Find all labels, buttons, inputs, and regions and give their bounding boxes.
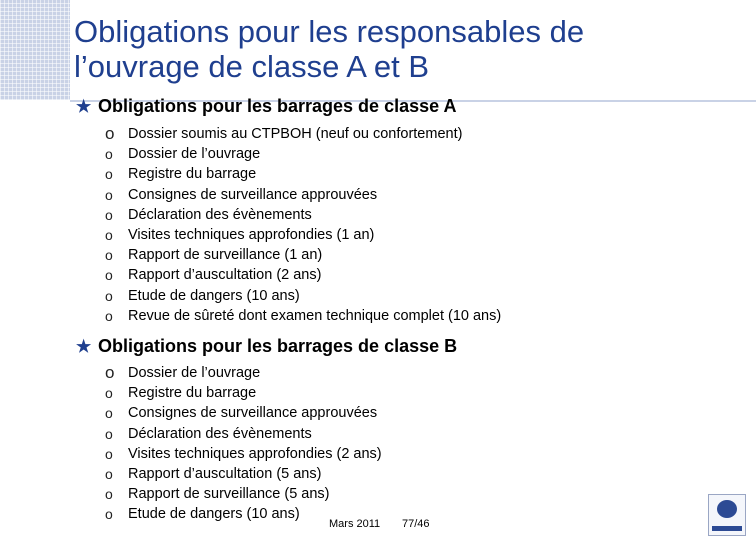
list-item	[105, 286, 501, 306]
list-item	[105, 144, 501, 164]
circle-bullet-icon: o	[105, 206, 113, 223]
circle-bullet-icon: o	[105, 486, 113, 503]
list-item-text: Etude de dangers (10 ans)	[128, 287, 300, 304]
footer-date: Mars 2011	[329, 518, 381, 530]
circle-bullet-icon: o	[105, 124, 115, 143]
list-item	[105, 245, 501, 265]
logo-mark	[717, 500, 737, 518]
circle-bullet-icon: o	[105, 307, 113, 324]
list-item	[105, 424, 382, 444]
list-item	[105, 484, 382, 504]
circle-bullet-icon: o	[105, 445, 113, 462]
circle-bullet-icon: o	[105, 385, 113, 402]
section-heading-label: Obligations pour les barrages de classe A	[98, 96, 457, 116]
circle-bullet-icon: o	[105, 146, 113, 163]
list-item-text: Déclaration des évènements	[128, 206, 312, 223]
logo-bar	[712, 526, 742, 531]
list-item	[105, 403, 382, 423]
list-item-text: Dossier soumis au CTPBOH (neuf ou confortement)	[128, 126, 463, 142]
section-heading-label: Obligations pour les barrages de classe B	[98, 336, 458, 356]
list-item-text: Etude de dangers (10 ans)	[128, 506, 300, 523]
list-item	[105, 185, 501, 205]
list-item-text: Rapport d’auscultation (2 ans)	[128, 267, 322, 284]
circle-bullet-icon: o	[105, 247, 113, 264]
list-item	[105, 363, 382, 383]
class-b-obligations-list	[105, 363, 382, 525]
circle-bullet-icon: o	[105, 405, 113, 422]
circle-bullet-icon: o	[105, 363, 115, 382]
list-item	[105, 444, 382, 464]
page-title	[74, 14, 584, 84]
class-a-obligations-list	[105, 124, 501, 326]
list-item-text: Rapport d’auscultation (5 ans)	[128, 465, 322, 482]
list-item-text: Visites techniques approfondies (2 ans)	[128, 445, 382, 462]
page-title-line-1: Obligations pour les responsables de	[74, 14, 585, 49]
list-item-text: Dossier de l’ouvrage	[128, 365, 261, 381]
list-item	[105, 205, 501, 225]
section-heading-class-b	[76, 336, 457, 357]
star-bullet-icon: ★	[76, 336, 92, 356]
list-item-text: Consignes de surveillance approuvées	[128, 405, 378, 422]
list-item-text: Dossier de l’ouvrage	[128, 146, 261, 163]
circle-bullet-icon: o	[105, 166, 113, 183]
section-heading-class-a	[76, 96, 456, 117]
organization-logo-icon	[708, 494, 746, 536]
list-item	[105, 164, 501, 184]
list-item-text: Rapport de surveillance (5 ans)	[128, 486, 330, 503]
star-bullet-icon: ★	[76, 96, 92, 116]
decorative-corner-block	[0, 0, 70, 100]
list-item-text: Rapport de surveillance (1 an)	[128, 247, 323, 264]
list-item-text: Registre du barrage	[128, 385, 257, 402]
circle-bullet-icon: o	[105, 506, 113, 523]
list-item	[105, 306, 501, 326]
list-item	[105, 124, 501, 144]
circle-bullet-icon: o	[105, 287, 113, 304]
list-item	[105, 265, 501, 285]
circle-bullet-icon: o	[105, 465, 113, 482]
list-item-text: Revue de sûreté dont examen technique complet (10 ans)	[128, 307, 502, 324]
list-item	[105, 464, 382, 484]
list-item-text: Déclaration des évènements	[128, 425, 312, 442]
circle-bullet-icon: o	[105, 226, 113, 243]
page-title-line-2: l’ouvrage de classe A et B	[74, 49, 430, 84]
list-item-text: Visites techniques approfondies (1 an)	[128, 226, 375, 243]
circle-bullet-icon: o	[105, 186, 113, 203]
circle-bullet-icon: o	[105, 267, 113, 284]
list-item-text: Registre du barrage	[128, 166, 257, 183]
list-item-text: Consignes de surveillance approuvées	[128, 186, 378, 203]
circle-bullet-icon: o	[105, 425, 113, 442]
footer-page-number: 77/46	[402, 518, 430, 530]
list-item	[105, 383, 382, 403]
list-item	[105, 225, 501, 245]
